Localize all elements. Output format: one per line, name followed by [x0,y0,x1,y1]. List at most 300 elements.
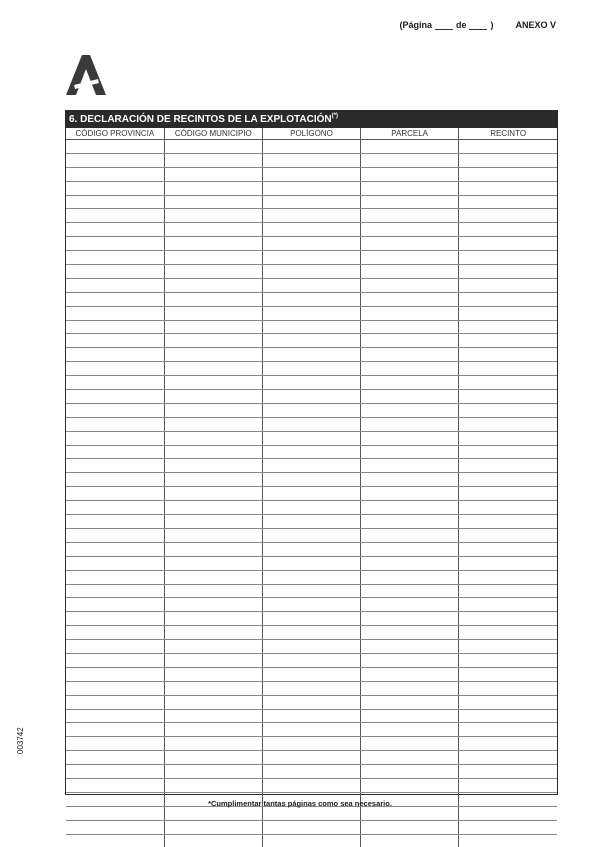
cell-codigo-municipio[interactable] [164,528,262,542]
cell-poligono[interactable] [262,501,360,515]
cell-codigo-municipio[interactable] [164,237,262,251]
cell-recinto[interactable] [459,751,557,765]
cell-codigo-municipio[interactable] [164,223,262,237]
cell-codigo-provincia[interactable] [66,820,164,834]
cell-poligono[interactable] [262,417,360,431]
cell-codigo-provincia[interactable] [66,417,164,431]
cell-parcela[interactable] [361,723,459,737]
cell-recinto[interactable] [459,140,557,154]
cell-recinto[interactable] [459,695,557,709]
cell-codigo-provincia[interactable] [66,390,164,404]
cell-parcela[interactable] [361,417,459,431]
table-row [66,709,557,723]
de-label: de [456,20,467,30]
cell-recinto[interactable] [459,195,557,209]
cell-recinto[interactable] [459,209,557,223]
cell-poligono[interactable] [262,181,360,195]
cell-poligono[interactable] [262,723,360,737]
cell-codigo-provincia[interactable] [66,237,164,251]
table-row [66,515,557,529]
cell-codigo-municipio[interactable] [164,362,262,376]
cell-recinto[interactable] [459,417,557,431]
cell-parcela[interactable] [361,431,459,445]
cell-codigo-municipio[interactable] [164,667,262,681]
cell-codigo-provincia[interactable] [66,626,164,640]
table-row [66,806,557,820]
cell-recinto[interactable] [459,598,557,612]
cell-codigo-provincia[interactable] [66,556,164,570]
cell-codigo-provincia[interactable] [66,806,164,820]
cell-recinto[interactable] [459,320,557,334]
cell-recinto[interactable] [459,723,557,737]
cell-codigo-municipio[interactable] [164,778,262,792]
cell-codigo-provincia[interactable] [66,709,164,723]
cell-poligono[interactable] [262,459,360,473]
cell-poligono[interactable] [262,334,360,348]
cell-parcela[interactable] [361,292,459,306]
cell-poligono[interactable] [262,487,360,501]
cell-poligono[interactable] [262,390,360,404]
cell-recinto[interactable] [459,153,557,167]
cell-codigo-provincia[interactable] [66,265,164,279]
cell-poligono[interactable] [262,820,360,834]
cell-poligono[interactable] [262,237,360,251]
cell-codigo-municipio[interactable] [164,417,262,431]
table-row [66,695,557,709]
table-row [66,570,557,584]
cell-poligono[interactable] [262,640,360,654]
cell-poligono[interactable] [262,834,360,847]
cell-codigo-provincia[interactable] [66,209,164,223]
cell-parcela[interactable] [361,834,459,847]
cell-recinto[interactable] [459,334,557,348]
table-row [66,237,557,251]
cell-codigo-provincia[interactable] [66,362,164,376]
cell-codigo-municipio[interactable] [164,195,262,209]
cell-codigo-municipio[interactable] [164,542,262,556]
anexo-label: ANEXO V [515,20,556,30]
cell-codigo-provincia[interactable] [66,834,164,847]
cell-codigo-provincia[interactable] [66,570,164,584]
cell-poligono[interactable] [262,751,360,765]
cell-codigo-provincia[interactable] [66,598,164,612]
cell-poligono[interactable] [262,209,360,223]
table-row [66,501,557,515]
cell-codigo-municipio[interactable] [164,765,262,779]
cell-parcela[interactable] [361,681,459,695]
cell-parcela[interactable] [361,709,459,723]
cell-poligono[interactable] [262,445,360,459]
cell-poligono[interactable] [262,376,360,390]
cell-poligono[interactable] [262,320,360,334]
cell-codigo-municipio[interactable] [164,806,262,820]
cell-codigo-provincia[interactable] [66,334,164,348]
cell-poligono[interactable] [262,612,360,626]
cell-codigo-municipio[interactable] [164,584,262,598]
cell-poligono[interactable] [262,556,360,570]
cell-parcela[interactable] [361,209,459,223]
cell-codigo-municipio[interactable] [164,140,262,154]
cell-codigo-provincia[interactable] [66,195,164,209]
table-row [66,181,557,195]
cell-poligono[interactable] [262,362,360,376]
cell-codigo-municipio[interactable] [164,334,262,348]
page-total-field[interactable] [469,20,487,30]
table-row [66,612,557,626]
cell-codigo-provincia[interactable] [66,737,164,751]
cell-codigo-municipio[interactable] [164,473,262,487]
cell-parcela[interactable] [361,403,459,417]
cell-codigo-provincia[interactable] [66,778,164,792]
table-row [66,251,557,265]
cell-poligono[interactable] [262,695,360,709]
cell-recinto[interactable] [459,765,557,779]
cell-codigo-provincia[interactable] [66,223,164,237]
cell-poligono[interactable] [262,167,360,181]
cell-recinto[interactable] [459,820,557,834]
cell-parcela[interactable] [361,167,459,181]
cell-codigo-provincia[interactable] [66,681,164,695]
table-row [66,431,557,445]
cell-recinto[interactable] [459,653,557,667]
table-row [66,487,557,501]
cell-parcela[interactable] [361,181,459,195]
cell-poligono[interactable] [262,265,360,279]
cell-parcela[interactable] [361,195,459,209]
cell-codigo-provincia[interactable] [66,376,164,390]
cell-poligono[interactable] [262,570,360,584]
cell-codigo-municipio[interactable] [164,487,262,501]
cell-codigo-municipio[interactable] [164,390,262,404]
cell-parcela[interactable] [361,612,459,626]
cell-recinto[interactable] [459,515,557,529]
table-row [66,765,557,779]
cell-parcela[interactable] [361,667,459,681]
cell-recinto[interactable] [459,737,557,751]
cell-recinto[interactable] [459,278,557,292]
cell-codigo-provincia[interactable] [66,640,164,654]
cell-parcela[interactable] [361,278,459,292]
cell-parcela[interactable] [361,528,459,542]
cell-codigo-provincia[interactable] [66,542,164,556]
cell-poligono[interactable] [262,709,360,723]
cell-codigo-municipio[interactable] [164,556,262,570]
cell-parcela[interactable] [361,501,459,515]
cell-poligono[interactable] [262,806,360,820]
cell-parcela[interactable] [361,376,459,390]
cell-recinto[interactable] [459,390,557,404]
table-row [66,445,557,459]
cell-poligono[interactable] [262,778,360,792]
col-codigo-provincia: CÓDIGO PROVINCIA [66,128,164,140]
cell-codigo-provincia[interactable] [66,751,164,765]
table-row [66,417,557,431]
cell-codigo-municipio[interactable] [164,653,262,667]
table-row [66,528,557,542]
cell-codigo-provincia[interactable] [66,612,164,626]
cell-poligono[interactable] [262,528,360,542]
cell-codigo-provincia[interactable] [66,528,164,542]
cell-codigo-provincia[interactable] [66,306,164,320]
table-row [66,556,557,570]
cell-parcela[interactable] [361,348,459,362]
cell-codigo-municipio[interactable] [164,751,262,765]
cell-codigo-municipio[interactable] [164,501,262,515]
cell-recinto[interactable] [459,292,557,306]
cell-recinto[interactable] [459,251,557,265]
cell-poligono[interactable] [262,431,360,445]
cell-poligono[interactable] [262,292,360,306]
cell-codigo-provincia[interactable] [66,181,164,195]
table-row [66,626,557,640]
cell-recinto[interactable] [459,167,557,181]
cell-poligono[interactable] [262,737,360,751]
junta-andalucia-logo-icon [66,55,106,95]
cell-recinto[interactable] [459,348,557,362]
table-row [66,473,557,487]
cell-parcela[interactable] [361,487,459,501]
cell-recinto[interactable] [459,542,557,556]
close-paren: ) [490,20,493,30]
table-row [66,390,557,404]
cell-codigo-municipio[interactable] [164,834,262,847]
cell-poligono[interactable] [262,765,360,779]
cell-recinto[interactable] [459,362,557,376]
cell-recinto[interactable] [459,501,557,515]
table-row [66,820,557,834]
cell-recinto[interactable] [459,778,557,792]
cell-poligono[interactable] [262,251,360,265]
table-row [66,778,557,792]
cell-recinto[interactable] [459,403,557,417]
cell-poligono[interactable] [262,195,360,209]
table-row [66,403,557,417]
cell-recinto[interactable] [459,806,557,820]
cell-parcela[interactable] [361,334,459,348]
cell-codigo-provincia[interactable] [66,445,164,459]
cell-parcela[interactable] [361,653,459,667]
cell-parcela[interactable] [361,598,459,612]
cell-recinto[interactable] [459,681,557,695]
cell-codigo-municipio[interactable] [164,445,262,459]
cell-recinto[interactable] [459,528,557,542]
cell-poligono[interactable] [262,515,360,529]
cell-codigo-municipio[interactable] [164,640,262,654]
table-row [66,751,557,765]
cell-codigo-provincia[interactable] [66,251,164,265]
cell-codigo-provincia[interactable] [66,153,164,167]
cell-parcela[interactable] [361,362,459,376]
page-number-field[interactable] [435,20,453,30]
cell-parcela[interactable] [361,570,459,584]
cell-recinto[interactable] [459,223,557,237]
cell-recinto[interactable] [459,570,557,584]
cell-parcela[interactable] [361,445,459,459]
table-row [66,834,557,847]
cell-poligono[interactable] [262,681,360,695]
cell-codigo-municipio[interactable] [164,598,262,612]
cell-codigo-municipio[interactable] [164,292,262,306]
cell-codigo-municipio[interactable] [164,153,262,167]
cell-codigo-municipio[interactable] [164,626,262,640]
cell-codigo-municipio[interactable] [164,695,262,709]
recintos-table [66,128,557,847]
cell-parcela[interactable] [361,695,459,709]
cell-codigo-provincia[interactable] [66,278,164,292]
col-poligono: POLÍGONO [262,128,360,140]
cell-codigo-municipio[interactable] [164,570,262,584]
cell-recinto[interactable] [459,834,557,847]
cell-codigo-municipio[interactable] [164,612,262,626]
cell-codigo-provincia[interactable] [66,348,164,362]
table-row [66,320,557,334]
cell-poligono[interactable] [262,473,360,487]
cell-poligono[interactable] [262,140,360,154]
cell-codigo-municipio[interactable] [164,181,262,195]
cell-parcela[interactable] [361,515,459,529]
cell-parcela[interactable] [361,473,459,487]
cell-recinto[interactable] [459,487,557,501]
cell-recinto[interactable] [459,612,557,626]
cell-parcela[interactable] [361,556,459,570]
cell-codigo-municipio[interactable] [164,348,262,362]
cell-parcela[interactable] [361,765,459,779]
table-row [66,278,557,292]
cell-recinto[interactable] [459,265,557,279]
cell-codigo-municipio[interactable] [164,737,262,751]
cell-parcela[interactable] [361,459,459,473]
cell-parcela[interactable] [361,265,459,279]
cell-codigo-municipio[interactable] [164,403,262,417]
col-codigo-municipio: CÓDIGO MUNICIPIO [164,128,262,140]
cell-codigo-provincia[interactable] [66,723,164,737]
recintos-form [65,110,558,795]
cell-recinto[interactable] [459,306,557,320]
cell-codigo-municipio[interactable] [164,681,262,695]
cell-recinto[interactable] [459,459,557,473]
cell-recinto[interactable] [459,709,557,723]
cell-codigo-provincia[interactable] [66,515,164,529]
cell-parcela[interactable] [361,751,459,765]
cell-codigo-provincia[interactable] [66,584,164,598]
cell-parcela[interactable] [361,626,459,640]
cell-recinto[interactable] [459,556,557,570]
cell-poligono[interactable] [262,223,360,237]
table-row [66,348,557,362]
cell-parcela[interactable] [361,320,459,334]
cell-codigo-provincia[interactable] [66,292,164,306]
cell-codigo-provincia[interactable] [66,320,164,334]
cell-recinto[interactable] [459,431,557,445]
cell-parcela[interactable] [361,640,459,654]
table-row [66,209,557,223]
cell-parcela[interactable] [361,584,459,598]
cell-parcela[interactable] [361,390,459,404]
cell-poligono[interactable] [262,584,360,598]
cell-parcela[interactable] [361,223,459,237]
cell-parcela[interactable] [361,306,459,320]
cell-codigo-provincia[interactable] [66,653,164,667]
cell-poligono[interactable] [262,653,360,667]
cell-poligono[interactable] [262,542,360,556]
cell-recinto[interactable] [459,445,557,459]
cell-parcela[interactable] [361,153,459,167]
cell-codigo-municipio[interactable] [164,320,262,334]
cell-recinto[interactable] [459,473,557,487]
cell-codigo-municipio[interactable] [164,251,262,265]
cell-codigo-municipio[interactable] [164,306,262,320]
table-row [66,292,557,306]
table-row [66,362,557,376]
cell-codigo-provincia[interactable] [66,167,164,181]
cell-codigo-provincia[interactable] [66,140,164,154]
pagina-label: (Página [399,20,432,30]
cell-codigo-municipio[interactable] [164,820,262,834]
cell-parcela[interactable] [361,778,459,792]
cell-codigo-municipio[interactable] [164,515,262,529]
cell-recinto[interactable] [459,667,557,681]
cell-codigo-municipio[interactable] [164,265,262,279]
cell-parcela[interactable] [361,140,459,154]
cell-parcela[interactable] [361,542,459,556]
col-parcela: PARCELA [361,128,459,140]
cell-recinto[interactable] [459,626,557,640]
cell-codigo-municipio[interactable] [164,376,262,390]
cell-codigo-provincia[interactable] [66,487,164,501]
cell-recinto[interactable] [459,237,557,251]
cell-poligono[interactable] [262,626,360,640]
cell-codigo-provincia[interactable] [66,765,164,779]
cell-codigo-provincia[interactable] [66,695,164,709]
cell-codigo-municipio[interactable] [164,459,262,473]
cell-poligono[interactable] [262,598,360,612]
cell-codigo-provincia[interactable] [66,403,164,417]
cell-codigo-provincia[interactable] [66,501,164,515]
cell-parcela[interactable] [361,806,459,820]
cell-parcela[interactable] [361,820,459,834]
page-numbering [399,20,493,30]
table-row [66,265,557,279]
cell-codigo-municipio[interactable] [164,709,262,723]
cell-poligono[interactable] [262,153,360,167]
section-title [66,111,557,128]
cell-parcela[interactable] [361,237,459,251]
cell-codigo-municipio[interactable] [164,723,262,737]
cell-poligono[interactable] [262,278,360,292]
cell-codigo-municipio[interactable] [164,209,262,223]
cell-recinto[interactable] [459,181,557,195]
cell-parcela[interactable] [361,737,459,751]
cell-codigo-provincia[interactable] [66,459,164,473]
table-row [66,737,557,751]
cell-codigo-municipio[interactable] [164,431,262,445]
cell-parcela[interactable] [361,251,459,265]
cell-recinto[interactable] [459,584,557,598]
cell-codigo-municipio[interactable] [164,278,262,292]
cell-recinto[interactable] [459,376,557,390]
cell-recinto[interactable] [459,640,557,654]
table-row [66,459,557,473]
cell-poligono[interactable] [262,306,360,320]
cell-poligono[interactable] [262,348,360,362]
cell-codigo-provincia[interactable] [66,473,164,487]
cell-codigo-provincia[interactable] [66,431,164,445]
cell-codigo-provincia[interactable] [66,667,164,681]
cell-poligono[interactable] [262,667,360,681]
table-row [66,140,557,154]
cell-poligono[interactable] [262,403,360,417]
cell-codigo-municipio[interactable] [164,167,262,181]
